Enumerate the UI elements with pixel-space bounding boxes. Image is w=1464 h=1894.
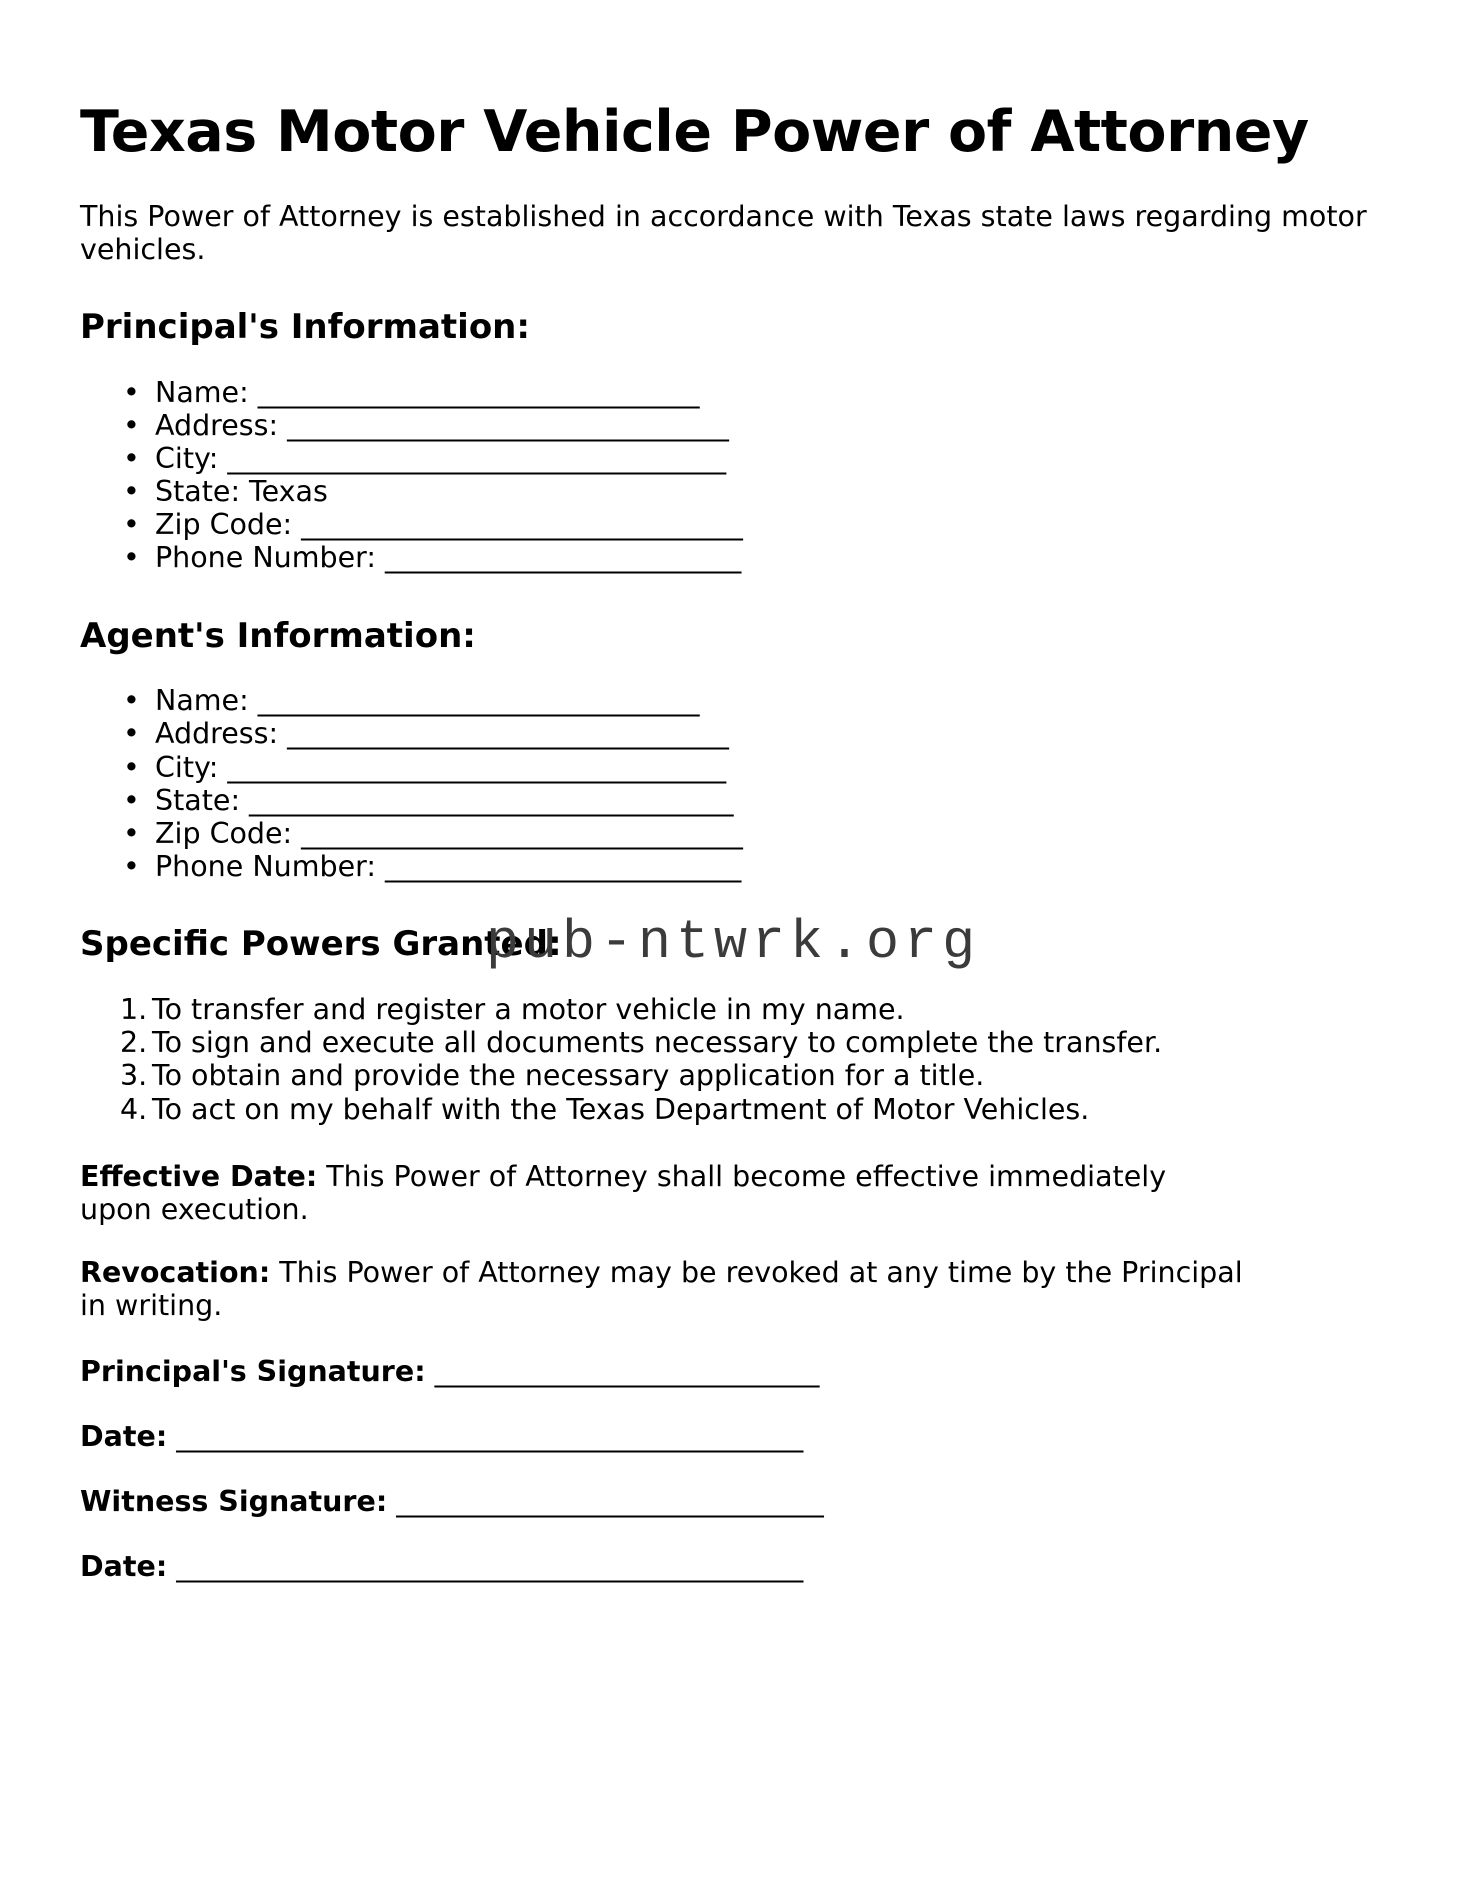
section-heading-principal: Principal's Information:	[80, 306, 530, 347]
revocation-paragraph	[80, 1256, 1245, 1322]
field-row-agent-name	[155, 684, 1384, 717]
signature-blank-line: ____________________________________________	[176, 1419, 804, 1453]
field-label: City:	[155, 750, 219, 784]
power-item-2: To sign and execute all documents necessary to complete the transfer.	[152, 1026, 1163, 1060]
signature-blank-line: ___________________________	[434, 1354, 820, 1388]
field-label: City:	[155, 441, 219, 475]
field-label: Name:	[155, 375, 249, 409]
signature-blank-line: ______________________________	[396, 1484, 824, 1518]
power-item-3: To obtain and provide the necessary application for a title.	[152, 1059, 985, 1093]
field-row-principal-phone	[155, 541, 1384, 574]
power-item-1: To transfer and register a motor vehicle in my name.	[152, 993, 905, 1026]
signature-label: Witness Signature:	[80, 1484, 388, 1518]
field-row-principal-name	[155, 376, 1384, 409]
field-blank-line: _______________________________	[257, 375, 700, 409]
field-row-principal-state	[155, 475, 1384, 508]
field-blank-line: _______________________________	[287, 717, 729, 751]
field-label: State:	[155, 475, 241, 509]
signature-blank-line: ____________________________________________	[176, 1550, 804, 1584]
power-item-4: To act on my behalf with the Texas Department of Motor Vehicles.	[152, 1092, 1090, 1126]
field-value: Texas	[249, 475, 328, 509]
field-row-principal-zip	[155, 508, 1384, 541]
field-label: Name:	[155, 684, 249, 718]
field-blank-line: _______________________________	[287, 408, 729, 442]
field-row-agent-city	[155, 751, 1384, 784]
section-heading-agent: Agent's Information:	[80, 615, 476, 656]
field-blank-line: _________________________	[384, 541, 742, 575]
watermark-text: pub-ntwrk.org	[486, 911, 981, 974]
principal-fields-list	[80, 376, 1384, 575]
field-blank-line: _______________________________	[257, 684, 700, 718]
effective-date-paragraph	[80, 1160, 1245, 1226]
signature-label: Principal's Signature:	[80, 1354, 426, 1388]
principal-date-row	[80, 1420, 1384, 1453]
field-label: Zip Code:	[155, 817, 293, 851]
field-row-principal-address	[155, 409, 1384, 442]
field-label: Phone Number:	[155, 541, 376, 575]
field-row-principal-city	[155, 442, 1384, 475]
field-label: Zip Code:	[155, 508, 293, 542]
revocation-text: This Power of Attorney may be revoked at any time by the Principal in writing.	[80, 1256, 1243, 1323]
witness-signature-row	[80, 1485, 1384, 1518]
field-blank-line: ___________________________________	[227, 441, 727, 475]
section-heading-powers: Specific Powers Granted:	[80, 924, 562, 965]
field-label: State:	[155, 783, 241, 817]
field-row-agent-zip	[155, 817, 1384, 850]
agent-fields-list	[80, 684, 1384, 883]
field-row-agent-state	[155, 784, 1384, 817]
revocation-label: Revocation:	[80, 1256, 271, 1290]
witness-date-row	[80, 1550, 1384, 1583]
field-blank-line: __________________________________	[249, 783, 734, 817]
effective-date-label: Effective Date:	[80, 1159, 318, 1193]
field-blank-line: ___________________________________	[227, 750, 727, 784]
field-label: Address:	[155, 408, 279, 442]
signature-label: Date:	[80, 1419, 168, 1453]
field-blank-line: _______________________________	[301, 817, 743, 851]
field-blank-line: _______________________________	[301, 508, 743, 542]
signature-label: Date:	[80, 1550, 168, 1584]
effective-date-text: This Power of Attorney shall become effective immediately upon execution.	[80, 1159, 1167, 1226]
field-row-agent-address	[155, 717, 1384, 750]
document-title: Texas Motor Vehicle Power of Attorney	[80, 99, 1309, 165]
field-blank-line: _________________________	[384, 850, 742, 884]
field-label: Address:	[155, 717, 279, 751]
powers-list	[80, 993, 1384, 1126]
field-row-agent-phone	[155, 850, 1384, 883]
principal-signature-row	[80, 1355, 1384, 1388]
intro-paragraph: This Power of Attorney is established in accordance with Texas state laws regarding motor vehicles.	[80, 199, 1367, 266]
field-label: Phone Number:	[155, 850, 376, 884]
